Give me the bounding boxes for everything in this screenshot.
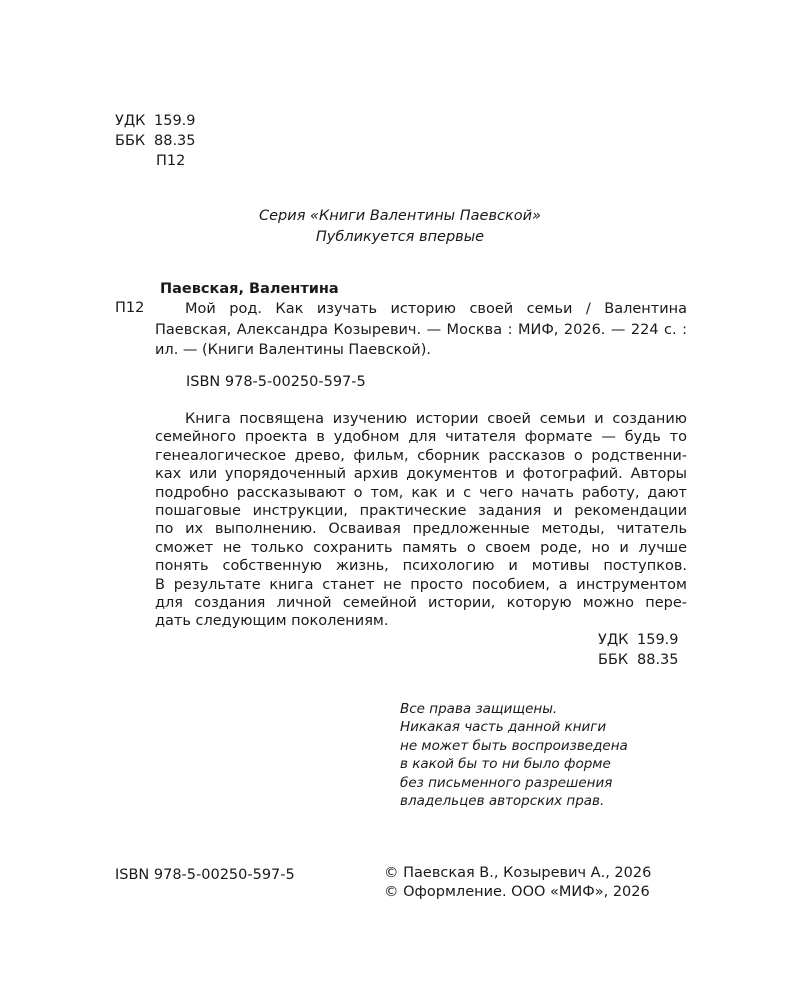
udk-value: 159.9: [637, 632, 679, 648]
bbk-label: ББК: [115, 133, 146, 149]
udk-label: УДК: [115, 113, 146, 129]
description-line: ил. — (Книги Валентины Паевской).: [155, 342, 431, 358]
annotation-line: понять собственную жизнь, психологию и мотивы поступков.: [155, 558, 687, 575]
bbk-label: ББК: [598, 652, 629, 668]
rights-notice: [400, 700, 628, 810]
author-heading: Паевская, Валентина: [160, 281, 339, 297]
copyright-line: © Паевская В., Козыревич А., 2026: [384, 865, 652, 881]
series-note: Публикуется впервые: [315, 229, 485, 245]
classification-codes-bottom: [598, 630, 679, 670]
rights-line: не может быть воспроизведена: [400, 737, 628, 754]
annotation-line: генеалогическое древо, фильм, сборник рассказов о родственни-: [155, 447, 687, 464]
annotation-line: В результате книга станет не просто пособием, а инструментом: [155, 576, 687, 593]
udk-code-row: [598, 630, 679, 650]
udk-label: УДК: [598, 632, 629, 648]
bbk-value: 88.35: [637, 652, 679, 668]
rights-line: Все права защищены.: [400, 701, 558, 717]
footer-isbn: ISBN 978-5-00250-597-5: [115, 867, 295, 883]
classification-codes-top: [115, 111, 196, 171]
bbk-value: 88.35: [154, 133, 196, 149]
annotation-line: ках или упорядоченный архив документов и фотографий. Авторы: [155, 466, 687, 483]
annotation-line: для создания личной семейной истории, которую можно пере-: [155, 595, 687, 612]
copyright-line: © Оформление. ООО «МИФ», 2026: [384, 883, 650, 900]
author-sign: П12: [156, 153, 186, 169]
series-block: [0, 206, 800, 248]
bibliographic-description: [155, 299, 687, 361]
series-title: Серия «Книги Валентины Паевской»: [259, 208, 541, 224]
record-sign: П12: [115, 300, 145, 316]
description-line: Паевская, Александра Козыревич. — Москва : МИФ, 2026. — 224 с. :: [155, 321, 687, 338]
annotation-line: по их выполнению. Осваивая предложенные методы, читатель: [155, 521, 687, 538]
record-isbn: ISBN 978-5-00250-597-5: [186, 374, 366, 390]
udk-value: 159.9: [154, 113, 196, 129]
annotation-line: подробно рассказывают о том, как и с чего начать работу, дают: [155, 484, 687, 501]
annotation-line: семейного проекта в удобном для читателя формате — будь то: [155, 429, 687, 446]
rights-line: без письменного разрешения: [400, 774, 613, 791]
udk-code-row: [115, 111, 196, 131]
rights-line: в какой бы то ни было форме: [400, 756, 611, 773]
bbk-code-row: [598, 650, 679, 670]
annotation-line: сможет не только сохранить память о своем роде, но и лучше: [155, 539, 687, 556]
rights-line: Никакая часть данной книги: [400, 719, 607, 736]
annotation-line: пошаговые инструкции, практические задания и рекомендации: [155, 503, 687, 520]
copyright-block: [384, 864, 651, 901]
annotation-line: Книга посвящена изучению истории своей семьи и созданию: [185, 411, 687, 427]
annotation: [155, 410, 687, 631]
rights-line: владельцев авторских прав.: [400, 793, 605, 810]
annotation-line: дать следующим поколениям.: [155, 613, 389, 630]
bbk-code-row: [115, 131, 196, 151]
description-line: Мой род. Как изучать историю своей семьи / Валентина: [185, 301, 687, 317]
